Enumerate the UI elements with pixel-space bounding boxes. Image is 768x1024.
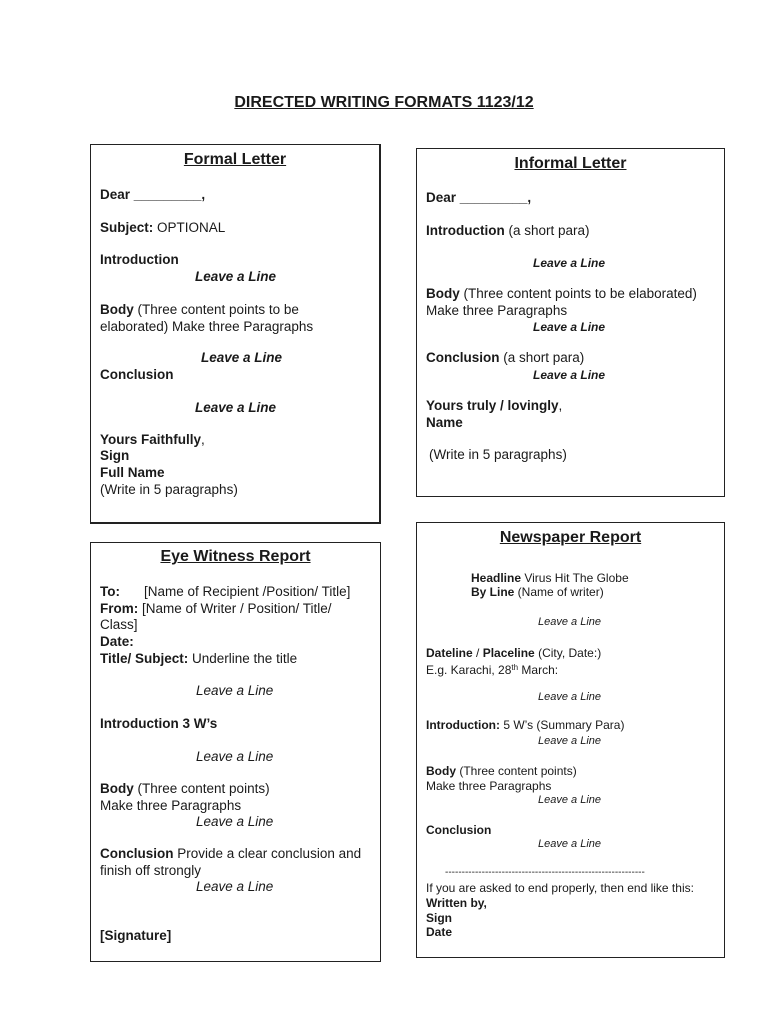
informal-leave-line-1: Leave a Line (533, 256, 606, 270)
eye-witness-heading: Eye Witness Report (160, 548, 311, 565)
informal-dear: Dear _________, (426, 190, 532, 205)
eye-title-subject: Title/ Subject: Underline the title (100, 651, 298, 666)
formal-subject: Subject: OPTIONAL (100, 220, 226, 235)
formal-sign: Sign (100, 448, 130, 463)
eye-from: From: [Name of Writer / Position/ Title/ (100, 601, 332, 616)
informal-introduction: Introduction (a short para) (426, 223, 590, 238)
news-end-note: If you are asked to end properly, then end like this: (426, 881, 694, 895)
formal-letter-box (90, 144, 381, 524)
formal-letter-heading: Formal Letter (183, 151, 287, 168)
eye-leave-line-4: Leave a Line (196, 879, 274, 894)
informal-body: Body (Three content points to be elaborated) (426, 286, 697, 301)
eye-leave-line-1: Leave a Line (196, 683, 274, 698)
eye-body-cont: Make three Paragraphs (100, 798, 242, 813)
formal-leave-line-1: Leave a Line (195, 269, 277, 284)
eye-introduction: Introduction 3 W’s (100, 716, 218, 731)
eye-to-value: [Name of Recipient /Position/ Title] (144, 584, 351, 599)
formal-leave-line-2: Leave a Line (201, 350, 283, 365)
formal-full-name: Full Name (100, 465, 165, 480)
eye-from-cont: Class] (100, 617, 138, 632)
news-body: Body (Three content points) (426, 764, 577, 778)
formal-note: (Write in 5 paragraphs) (100, 482, 238, 497)
news-headline: Headline Virus Hit The Globe (471, 571, 629, 585)
informal-letter-heading: Informal Letter (514, 155, 627, 172)
informal-name: Name (426, 415, 463, 430)
informal-leave-line-3: Leave a Line (533, 368, 606, 382)
eye-conclusion: Conclusion Provide a clear conclusion and (100, 846, 362, 861)
eye-date: Date: (100, 634, 134, 649)
informal-leave-line-2: Leave a Line (533, 320, 606, 334)
formal-body-cont: elaborated) Make three Paragraphs (100, 319, 314, 334)
eye-body: Body (Three content points) (100, 781, 270, 796)
news-date: Date (426, 925, 453, 939)
news-example: E.g. Karachi, 28th March: (426, 663, 559, 677)
informal-note: (Write in 5 paragraphs) (429, 447, 567, 462)
informal-conclusion: Conclusion (a short para) (426, 350, 585, 365)
eye-to: To: (100, 584, 120, 599)
news-leave-line-1: Leave a Line (538, 616, 601, 628)
news-dateline: Dateline / Placeline (City, Date:) (426, 646, 602, 660)
formal-leave-line-3: Leave a Line (195, 400, 277, 415)
formal-introduction: Introduction (100, 252, 179, 267)
newspaper-heading: Newspaper Report (499, 529, 642, 546)
news-body-cont: Make three Paragraphs (426, 779, 552, 793)
news-leave-line-5: Leave a Line (538, 838, 601, 850)
news-divider: ------------------------------------------------------------ (445, 867, 645, 878)
formal-dear: Dear _________, (100, 187, 206, 202)
informal-letter-box (416, 148, 725, 497)
news-written-by: Written by, (426, 896, 487, 910)
news-sign: Sign (426, 911, 452, 925)
eye-witness-report-box (90, 542, 381, 962)
eye-conclusion-cont: finish off strongly (100, 863, 202, 878)
news-conclusion: Conclusion (426, 823, 492, 837)
news-leave-line-2: Leave a Line (538, 691, 601, 703)
formal-body: Body (Three content points to be (100, 302, 299, 317)
formal-closing: Yours Faithfully, (100, 432, 205, 447)
newspaper-report-box (416, 522, 725, 958)
eye-leave-line-2: Leave a Line (196, 749, 274, 764)
news-introduction: Introduction: 5 W’s (Summary Para) (426, 718, 625, 732)
page-title: DIRECTED WRITING FORMATS 1123/12 (234, 94, 534, 111)
formal-conclusion: Conclusion (100, 367, 174, 382)
informal-body-cont: Make three Paragraphs (426, 303, 568, 318)
eye-leave-line-3: Leave a Line (196, 814, 274, 829)
informal-closing: Yours truly / lovingly, (426, 398, 563, 413)
news-byline: By Line (Name of writer) (471, 585, 604, 599)
news-leave-line-3: Leave a Line (538, 735, 601, 747)
eye-signature: [Signature] (100, 928, 172, 943)
news-leave-line-4: Leave a Line (538, 794, 601, 806)
